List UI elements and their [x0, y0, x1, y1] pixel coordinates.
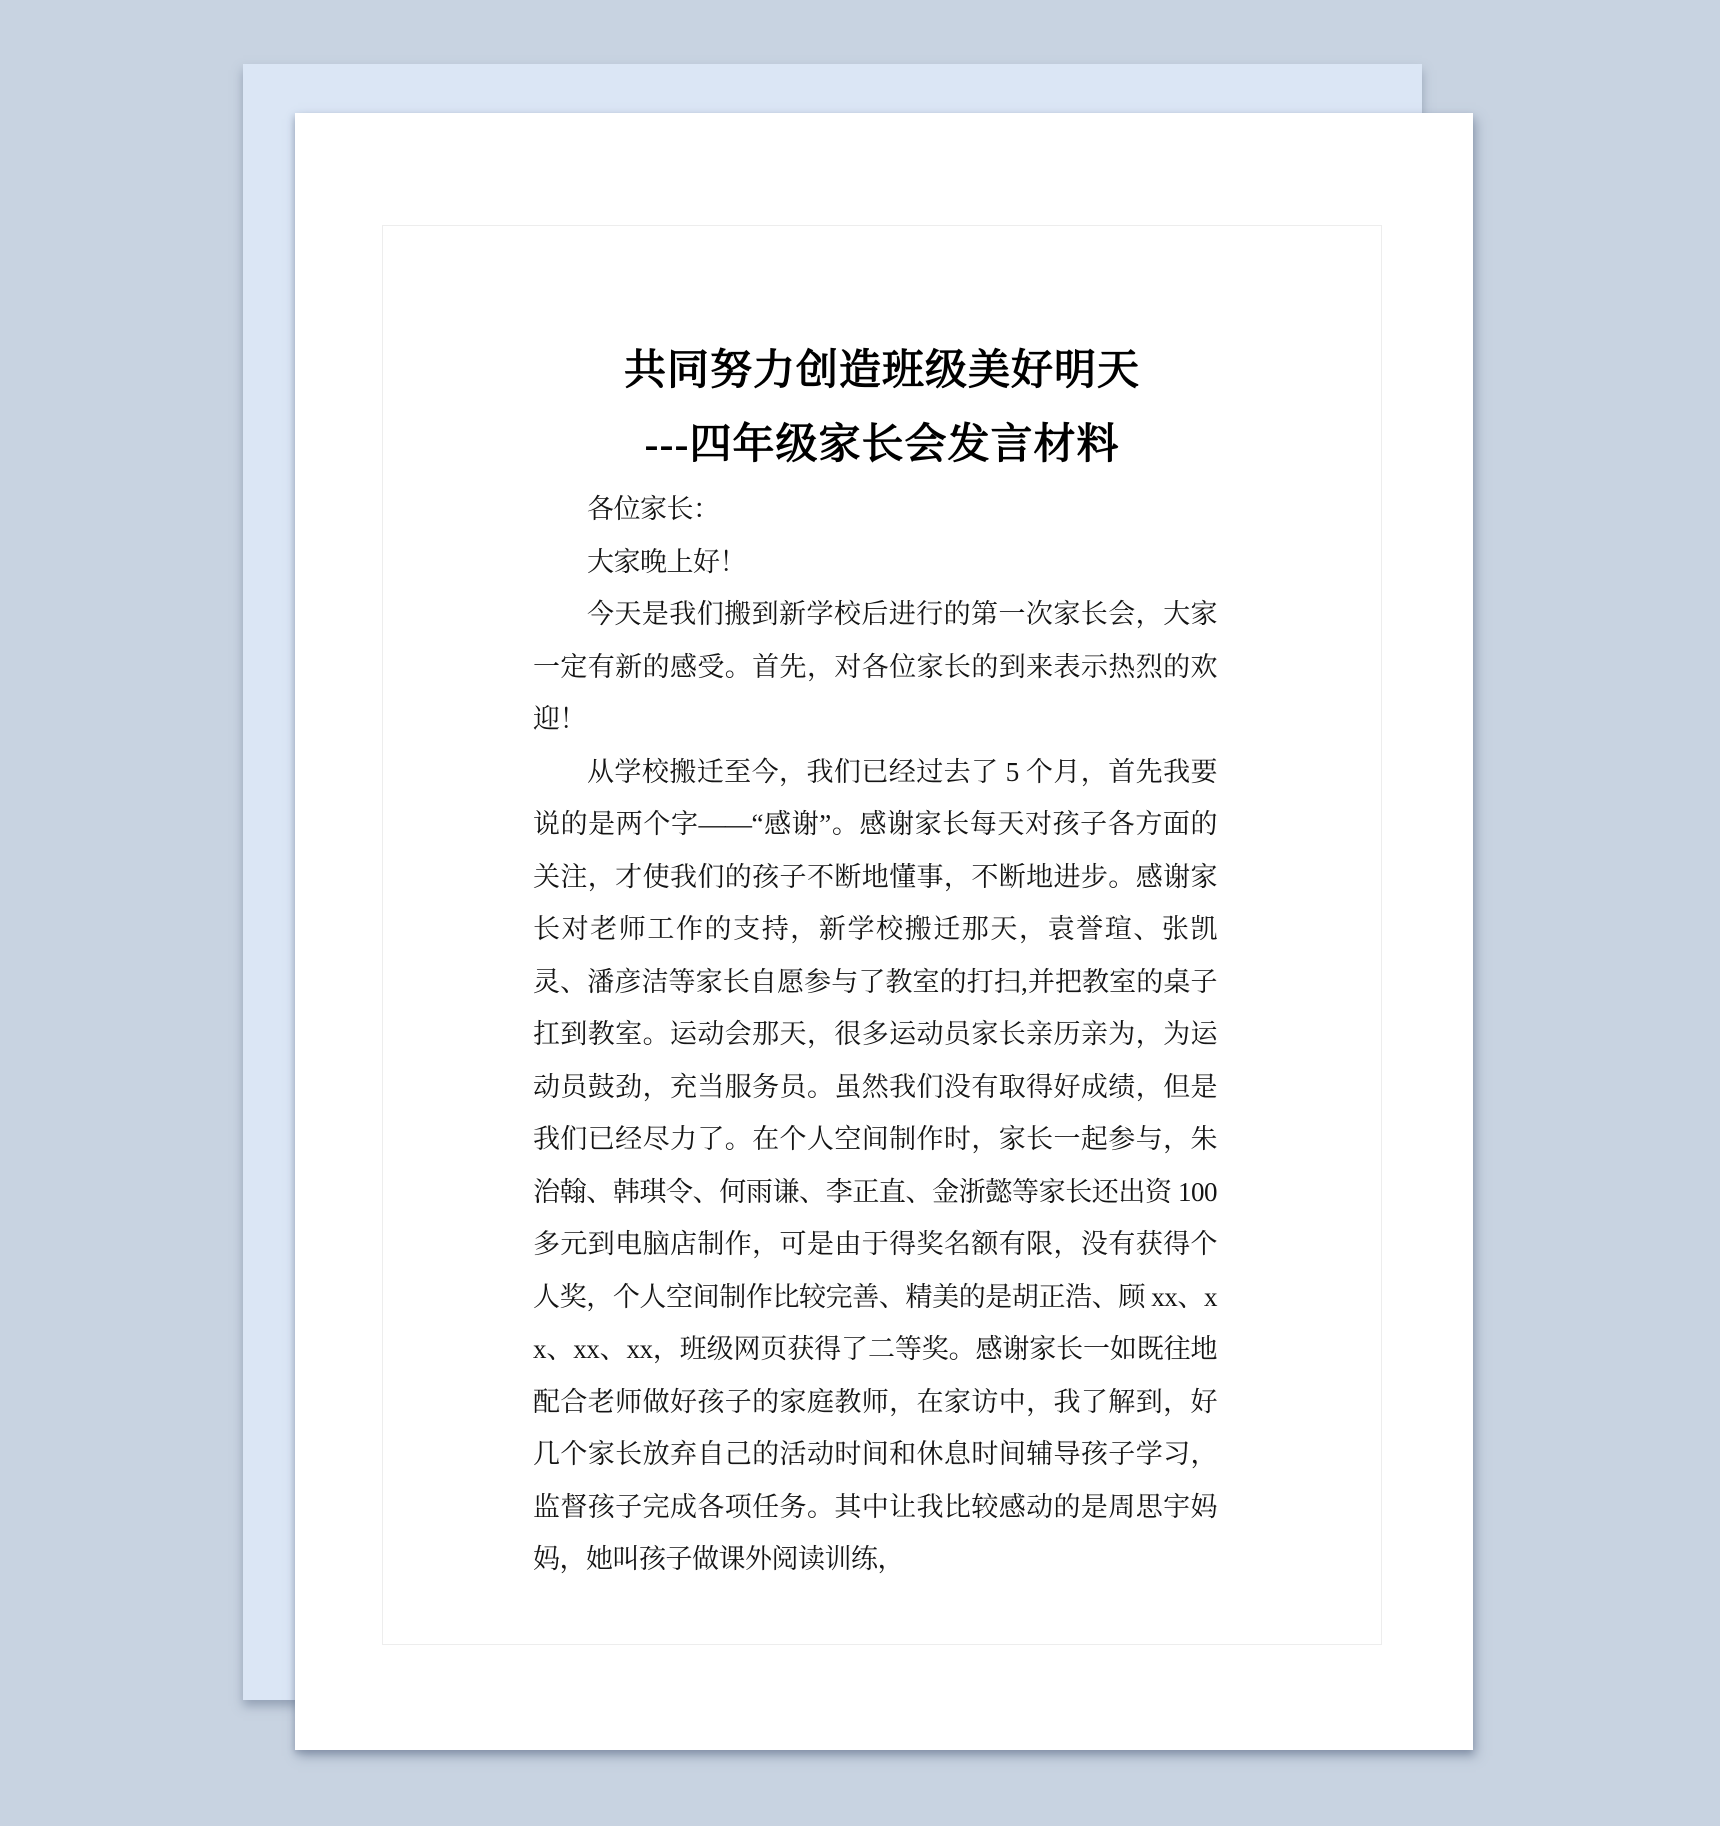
document-body — [533, 483, 1217, 1586]
document-title-line2: ---四年级家长会发言材料 — [644, 422, 1120, 468]
main-paragraph: 从学校搬迁至今，我们已经过去了 5 个月，首先我要说的是两个字——“感谢”。感谢家长每天对孩子各方面的关注，才使我们的孩子不断地懂事，不断地进步。感谢家长对老师工作的支持，新学校搬迁那天，袁誉瑄、张凯灵、潘彦洁等家长自愿参与了教室的打扫,并把教室的桌子扛到教室。运动会那天，很多运动员家长亲历亲为，为运动员鼓劲，充当服务员。虽然我们没有取得好成绩，但是我们已经尽力了。在个人空间制作时，家长一起参与，朱治翰、韩琪令、何雨谦、李正直、金浙懿等家长还出资 100 多元到电脑店制作，可是由于得奖名额有限，没有获得个人奖，个人空间制作比较完善、精美的是胡正浩、顾 xx、xx、xx、xx，班级网页获得了二等奖。感谢家长一如既往地配合老师做好孩子的家庭教师，在家访中，我了解到，好几个家长放弃自己的活动时间和休息时间辅导孩子学习，监督孩子完成各项任务。其中让我比较感动的是周思宇妈妈，她叫孩子做课外阅读训练， — [533, 756, 1217, 1574]
welcome-paragraph: 今天是我们搬到新学校后进行的第一次家长会，大家一定有新的感受。首先，对各位家长的到来表示热烈的欢迎！ — [533, 599, 1217, 734]
greeting-paragraph: 大家晚上好！ — [587, 546, 746, 577]
salutation-paragraph: 各位家长： — [587, 494, 720, 524]
text-boundary — [382, 225, 1382, 1645]
document-title-line1: 共同努力创造班级美好明天 — [623, 348, 1140, 394]
document-page — [295, 113, 1473, 1750]
